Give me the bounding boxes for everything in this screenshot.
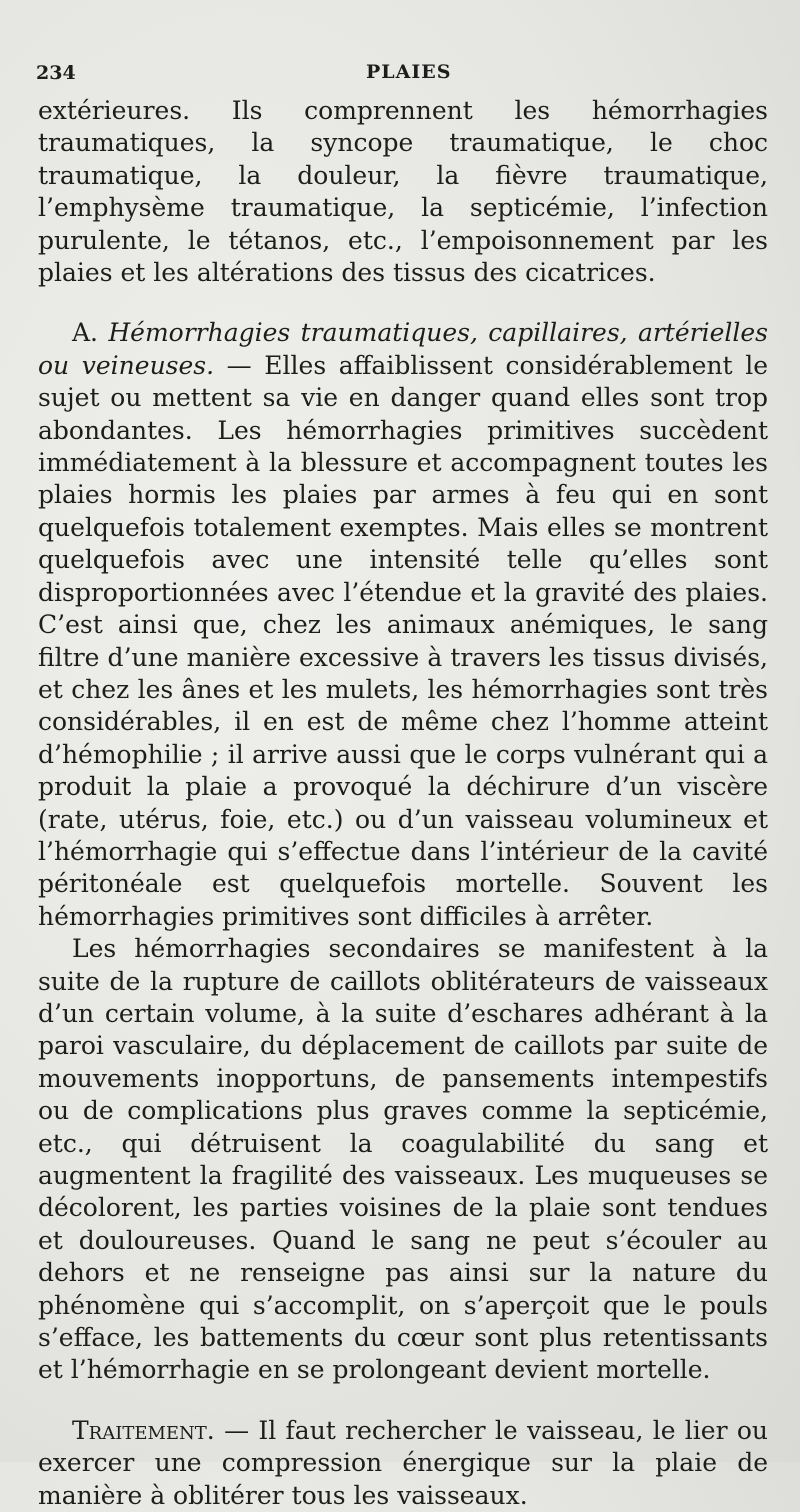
section-body: Elles affaiblissent considérablement le sujet ou mettent sa vie en danger quand elles sont trop abondantes. Les hémorrhagies primitives succèdent immédiatement à la blessure et accompagnent toutes les plaies hormis les plaies par armes à feu qui en sont quelquefois totalement exemptes. Mais elles se montrent quelquefois avec une intensité telle qu’elles sont disproportionnées avec l’étendue et la gravité des plaies. C’est ainsi que, chez les animaux anémiques, le sang filtre d’une manière excessive à travers les tissus divisés, et chez les ânes et les mulets, les hémorrhagies sont très considérables, il en est de même chez l’homme atteint d’hémophilie ; il arrive aussi que le corps vulnérant qui a produit la plaie a provoqué la déchirure d’un viscère (rate, utérus, foie, etc.) ou d’un vaisseau volumineux et l’hémorrhagie qui s’effectue dans l’intérieur de la cavité péritonéale est quelquefois mortelle. Souvent les hémorrhagies primitives sont difficiles à arrêter. xyxy=(38,350,768,931)
treatment-heading: Traitement. xyxy=(72,1415,215,1445)
paragraph-secondary-hemorrhages: Les hémorrhagies secondaires se manifestent à la suite de la rupture de caillots oblitérateurs de vaisseaux d’un certain volume, à la suite d’eschares adhérant à la paroi vasculaire, du déplacement de caillots par suite de mouvements inopportuns, de pansements intempestifs ou de complications plus graves comme la septicémie, etc., qui détruisent la coagulabilité du sang et augmentent la fragilité des vaisseaux. Les muqueuses se décolorent, les parties voisines de la plaie sont tendues et douloureuses. Quand le sang ne peut s’écouler au dehors et ne renseigne pas ainsi sur la nature du phénomène qui s’accomplit, on s’aperçoit que le pouls s’efface, les battements du cœur sont plus retentissants et l’hémorrhagie en se prolongeant devient mortelle. xyxy=(38,934,768,1385)
running-title: PLAIES xyxy=(366,61,452,83)
treatment-body: Il faut rechercher le vaisseau, le lier ou exercer une compression énergique sur la plaie de manière à oblitérer tous les vaisseaux. xyxy=(38,1415,768,1510)
heading-dash: — xyxy=(214,350,265,380)
body-text xyxy=(38,95,768,1512)
page-header xyxy=(36,58,766,88)
paragraph-section-a xyxy=(38,317,768,933)
treatment-dash: — xyxy=(214,1415,259,1445)
section-label: A. xyxy=(72,318,99,348)
paragraph-treatment xyxy=(38,1415,768,1512)
page-number: 234 xyxy=(36,62,76,84)
section-heading: Hémorrhagies traumatiques, capillaires, artérielles ou veineuses. xyxy=(38,318,768,380)
paragraph-continuation: extérieures. Ils comprennent les hémorrhagies traumatiques, la syncope traumatique, le choc traumatique, la douleur, la fièvre traumatique, l’emphysème traumatique, la septicémie, l’infection purulente, le tétanos, etc., l’empoisonnement par les plaies et les altérations des tissus des cicatrices. xyxy=(38,96,768,288)
